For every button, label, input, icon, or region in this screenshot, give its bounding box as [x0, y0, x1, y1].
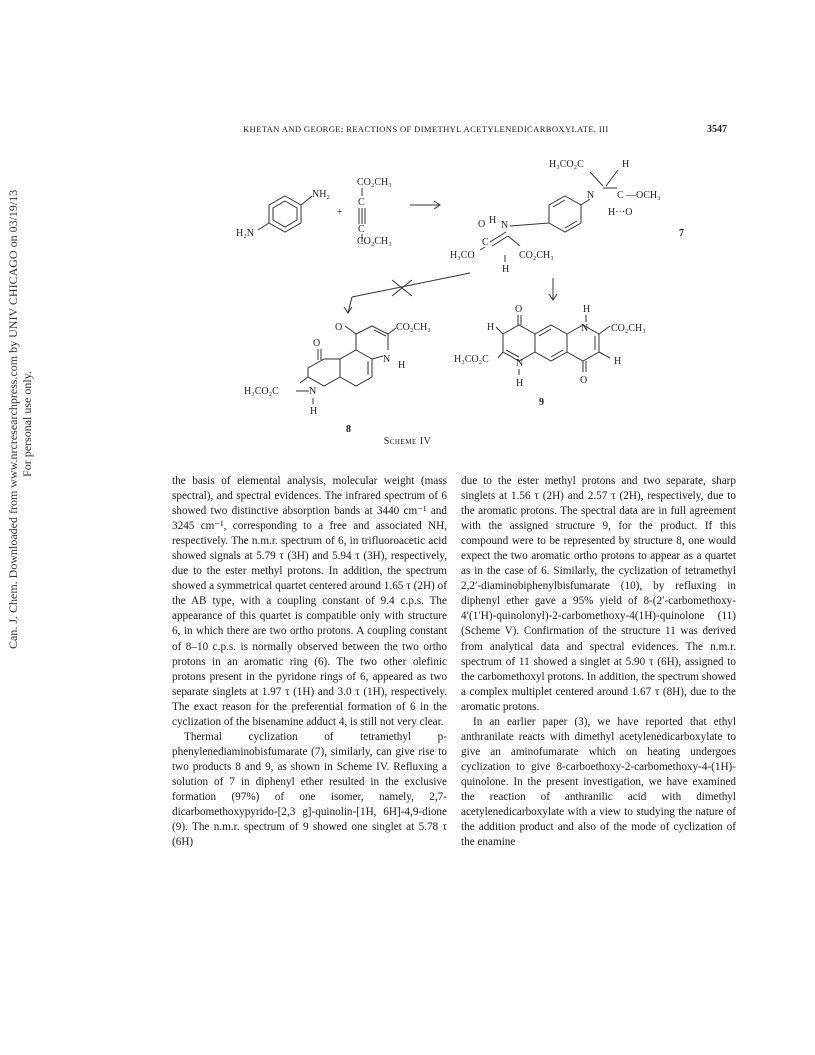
c8-top-o: O: [335, 322, 343, 333]
left-column: [172, 474, 447, 850]
compound-9-number: 9: [539, 397, 544, 408]
left-paragraph-2: Thermal cyclization of tetramethyl p-phenylenediaminobisfumarate (7), similarly, can give rise to two products 8 and 9, as shown in Scheme IV. Refluxing a solution of 7 in diphenyl ether resulted in the exclusive formation (97%) of one isomer, namely, 2,7-dicarbomethoxypyrido-[2,3 g]-quinolin-[1H, 6H]-4,9-dione (9). The n.m.r. spectrum of 9 showed one singlet at 5.78 τ (6H): [172, 730, 447, 849]
running-head-title: KHETAN AND GEORGE: REACTIONS OF DIMETHYL ACETYLENEDICARBOXYLATE. III: [243, 124, 609, 134]
forward-arrow: [410, 201, 440, 209]
c7-o: O: [478, 219, 486, 230]
right-column: [461, 474, 736, 850]
c7-h3co: H₃CO: [450, 250, 475, 261]
c8-n: N: [383, 354, 391, 365]
dmad-bottom-ester: CO₂CH₃: [357, 236, 392, 247]
c9-bottom-h: H: [516, 378, 524, 389]
c8-n2: N: [309, 386, 317, 397]
c7-c: C: [482, 237, 489, 248]
right-paragraph-2: In an earlier paper (3), we have reported that ethyl anthranilate reacts with dimethyl acetylenedicarboxylate to give an aminofumarate which on heating undergoes cyclization to give 8-carboethoxy-2-carbomethoxy-4-(1H)-quinolone. In the present investigation, we have examined the reaction of anthranilic acid with dimethyl acetylenedicarboxylate with a view to studying the nature of the addition product and also of the mode of cyclization of the enamine: [461, 715, 736, 849]
watermark-line-1: Can. J. Chem. Downloaded from www.nrcresearchpress.com by UNIV CHICAGO on 03/19/13: [6, 189, 20, 649]
compound-8-structure: [244, 322, 431, 435]
reaction-scheme: [0, 0, 815, 450]
c8-nh: H: [398, 360, 406, 371]
disfavored-arrow: [344, 273, 470, 313]
c9-right-h: H: [614, 356, 622, 367]
right-paragraph-1: due to the ester methyl protons and two separate, sharp singlets at 1.56 τ (2H) and 2.57 τ (2H), respectively, due to the aromatic protons. The spectral data are in full agreement with the assigned structure 9, for the product. If this compound were to be represented by structure 8, one would expect the two aromatic ortho protons to appear as a quartet as in the case of 6. Similarly, the cyclization of tetramethyl 2,2′-diaminobiphenylbisfumarate (10), by refluxing in diphenyl ether gave a 95% yield of 8-(2′-carbomethoxy-4′(1′H)-quinolonyl)-2-carbomethoxy-4(1H)-quinolone (11) (Scheme V). Confirmation of the structure 11 was derived from analytical data and spectral evidences. The n.m.r. spectrum of 11 showed a singlet at 5.90 τ (6H), assigned to the carbomethoxyl protons. In addition, the spectrum showed a complex multiplet centered around 1.67 τ (8H), due to the aromatic protons.: [461, 475, 736, 713]
dmad-carbon-2: C: [358, 224, 365, 235]
scheme-caption: Scheme IV: [383, 436, 432, 447]
c9-n1: N: [581, 323, 589, 334]
left-paragraph-1: the basis of elemental analysis, molecular weight (mass spectral), and spectral evidences. The infrared spectrum of 6 showed two distinctive absorption bands at 3440 cm⁻¹ and 3245 cm⁻¹, corresponding to a free and associated NH, respectively. The n.m.r. spectrum of 6, in trifluoroacetic acid showed signals at 5.79 τ (3H) and 5.94 τ (3H), respectively, due to the ester methyl protons. In addition, the spectrum showed a symmetrical quartet centered around 1.65 τ (2H) of the AB type, with a coupling constant of 9.4 c.p.s. The appearance of this quartet is compatible only with structure 6, in which there are two ortho protons. A coupling constant of 8–10 c.p.s. is normally observed between the two ortho protons in an aromatic ring (6). The two other olefinic protons present in the pyridone rings of 6, appeared as two separate singlets at 1.97 τ (1H) and 3.0 τ (1H), respectively. The exact reason for the preferential formation of 6 in the cyclization of the bisenamine adduct 4, is still not very clear.: [172, 475, 447, 728]
compound-7-number: 7: [679, 228, 684, 239]
c7-och3: —OCH₃: [626, 190, 661, 201]
c7-n1: N: [587, 190, 595, 201]
page-number: 3547: [707, 124, 727, 135]
h2n-label: H₂N: [236, 228, 254, 239]
c7-top-h: H: [622, 159, 630, 170]
dmad-top-ester: CO₂CH₃: [357, 177, 392, 188]
c7-top-ester: H₃CO₂C: [549, 159, 584, 170]
down-arrow: [549, 278, 557, 300]
dmad-carbon-1: C: [358, 197, 365, 208]
c9-ester: CO₂CH₃: [611, 323, 646, 334]
c8-bottom-h: H: [310, 406, 318, 417]
c9-n2: N: [516, 358, 524, 369]
c8-ester: CO₂CH₃: [396, 322, 431, 333]
compound-8-number: 8: [346, 424, 351, 435]
c9-h3co2c: H₃CO₂C: [454, 354, 489, 365]
c9-top-h: H: [583, 304, 591, 315]
compound-7-structure: [450, 159, 684, 275]
c7-h-dots: H: [489, 215, 497, 226]
compound-9-structure: [454, 304, 646, 408]
plus-sign: +: [337, 207, 343, 218]
watermark-line-2: For personal use only.: [20, 371, 34, 477]
c9-bottom-o: O: [580, 375, 588, 386]
c7-n2: N: [501, 220, 509, 231]
c7-bottom-ester: CO₂CH₃: [519, 250, 554, 261]
dmad-structure: [357, 177, 392, 247]
c9-top-o: O: [515, 304, 523, 315]
nh2-label: NH₂: [312, 189, 330, 200]
phenylenediamine-structure: [236, 189, 330, 239]
c7-bottom-h: H: [502, 264, 510, 275]
c7-c-och3: C: [617, 190, 624, 201]
c7-h-bond: H···O: [608, 207, 633, 218]
c8-h3co2c: H₃CO₂C: [244, 386, 279, 397]
c8-ring-o: O: [313, 338, 321, 349]
c9-left-h: H: [487, 322, 495, 333]
